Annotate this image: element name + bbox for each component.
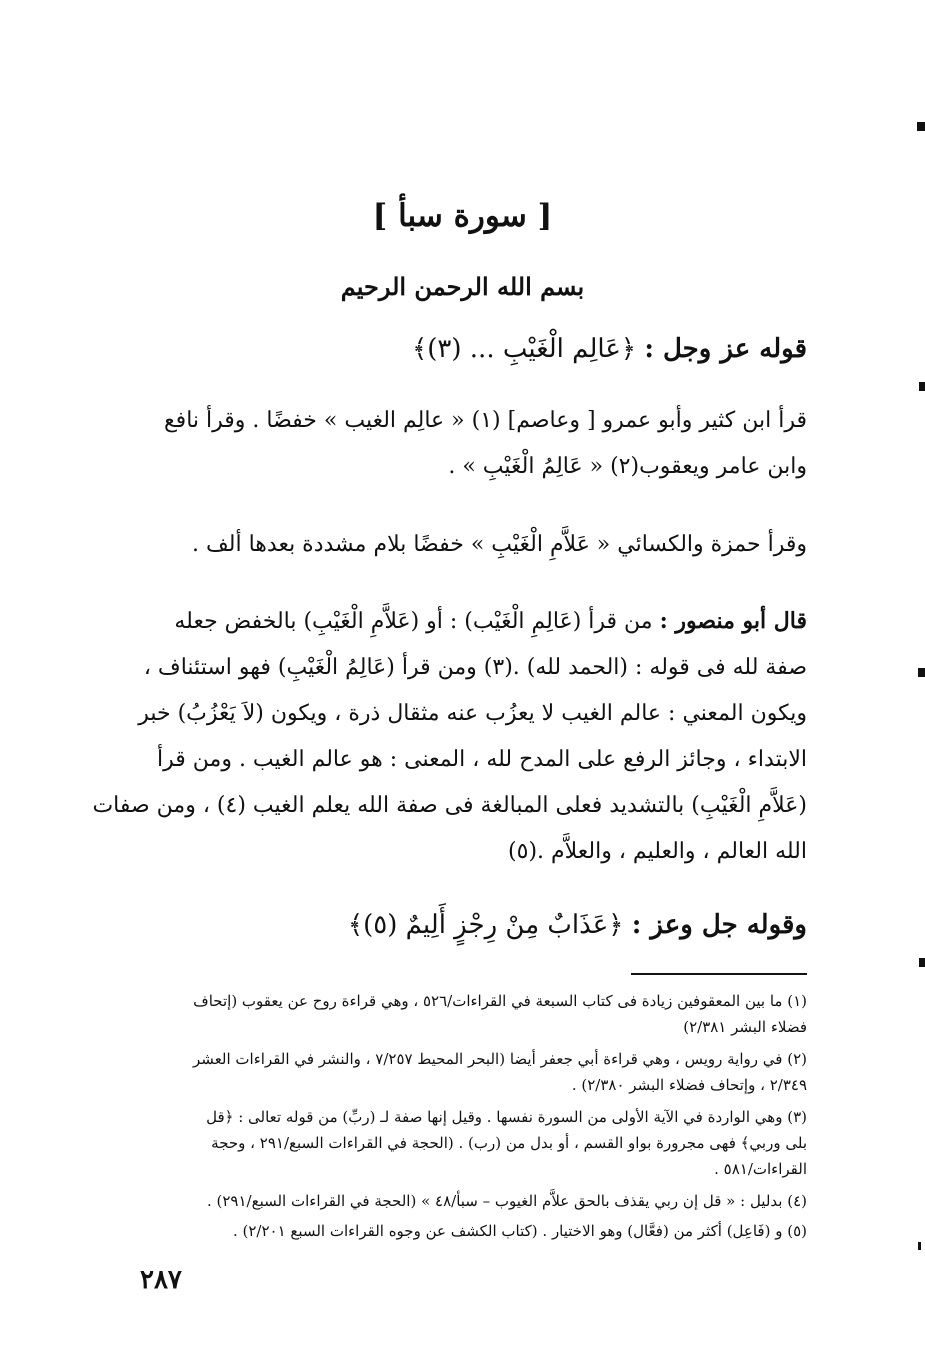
- footnote: [135, 1046, 807, 1098]
- heading-lead: قوله عز وجل :: [644, 334, 807, 364]
- footnote: [135, 1218, 807, 1244]
- scan-mark: [918, 668, 925, 677]
- footnote-line: ٢/٣٤٩ ، وإتحاف فضلاء البشر ٢/٣٨٠) .: [571, 1076, 807, 1094]
- footnote-divider: [631, 973, 807, 975]
- commentary-paragraph: [92, 598, 807, 875]
- footnote-line: القراءات/٥٨١ .: [714, 1160, 807, 1178]
- footnote-line: (٥) و (فَاعِل) أكثر من (فعَّال) وهو الاختيار . (كتاب الكشف عن وجوه القراءات السبع ٢/٢٠١) .: [232, 1222, 807, 1240]
- paragraph-line: صفة لله فى قوله : (الحمد لله) .(٣) ومن قرأ (عَالِمُ الْغَيْبِ) فهو استئناف ،: [143, 655, 807, 680]
- basmala: بسم الله الرحمن الرحيم: [340, 272, 585, 301]
- readings-paragraph: [135, 522, 807, 568]
- footnote: [135, 1104, 807, 1182]
- footnote-line: بلى وربي﴾ فهى مجرورة بواو القسم ، أو بدل من (رب) . (الحجة في القراءات السبع/٢٩١ ، وحجة: [211, 1134, 807, 1152]
- commentary-lead: قال أبو منصور :: [659, 608, 807, 634]
- surah-title: [ سورة سبأ ]: [372, 198, 553, 234]
- footnote-line: (٤) بدليل : « قل إن ربي يقذف بالحق علاَّم الغيوب – سبأ/٤٨ » (الحجة في القراءات السبع/٢٩١) .: [206, 1192, 807, 1210]
- paragraph-text: من قرأ (عَالِمِ الْغَيْب) : أو (عَلاَّمِ الْغَيْبِ) بالخفض جعله: [174, 609, 653, 634]
- footnote: [135, 988, 807, 1040]
- paragraph-line: الابتداء ، وجائز الرفع على المدح لله ، المعنى : هو عالم الغيب . ومن قرأ: [157, 747, 807, 772]
- page-number: ٢٨٧: [140, 1265, 182, 1295]
- readings-paragraph: [135, 398, 807, 490]
- scan-mark: [919, 382, 925, 391]
- paragraph-line: وابن عامر ويعقوب(٢) « عَالِمُ الْغَيْبِ » .: [448, 454, 807, 479]
- verse-heading: [107, 334, 807, 364]
- footnote-line: فضلاء البشر ٢/٣٨١): [683, 1018, 807, 1036]
- footnote-line: (٣) وهي الواردة في الآية الأولى من السورة نفسها . وقيل إنها صفة لـ (ربِّ) من قوله تعالى : ﴿قل: [206, 1108, 807, 1126]
- scan-mark: [919, 958, 925, 967]
- paragraph-line: الله العالم ، والعليم ، والعلاَّم .(٥): [508, 839, 807, 864]
- footnote: [135, 1188, 807, 1214]
- paragraph-line: (عَلاَّمِ الْغَيْبِ) بالتشديد فعلى المبالغة فى صفة الله يعلم الغيب (٤) ، ومن صفات: [92, 793, 807, 818]
- paragraph-line: [135, 598, 807, 645]
- scan-mark: [917, 122, 925, 131]
- quranic-verse: ﴿عَالِم الْغَيْبِ ... (٣)﴾: [412, 334, 637, 364]
- heading-lead: وقوله جل وعز :: [631, 910, 807, 940]
- scan-mark: [918, 1242, 921, 1250]
- footnote-line: (١) ما بين المعقوفين زيادة فى كتاب السبعة في القراءات/٥٢٦ ، وهي قراءة روح عن يعقوب (إتحاف: [193, 992, 807, 1010]
- paragraph-line: وقرأ حمزة والكسائي « عَلاَّمِ الْغَيْبِ » خفضًا بلام مشددة بعدها ألف .: [192, 532, 807, 557]
- paragraph-line: قرأ ابن كثير وأبو عمرو [ وعاصم] (١) « عالِم الغيب » خفضًا . وقرأ نافع: [163, 408, 807, 433]
- footnote-line: (٢) في رواية رويس ، وهي قراءة أبي جعفر أيضا (البحر المحيط ٧/٢٥٧ ، والنشر في القراءات العشر: [193, 1050, 807, 1068]
- paragraph-line: ويكون المعني : عالم الغيب لا يعزُب عنه مثقال ذرة ، ويكون (لاَ يَعْزُبُ) خبر: [138, 701, 807, 726]
- quranic-verse: ﴿عَذَابٌ مِنْ رِجْزٍ أَلِيمٌ (٥)﴾: [347, 910, 624, 940]
- verse-heading: [107, 910, 807, 940]
